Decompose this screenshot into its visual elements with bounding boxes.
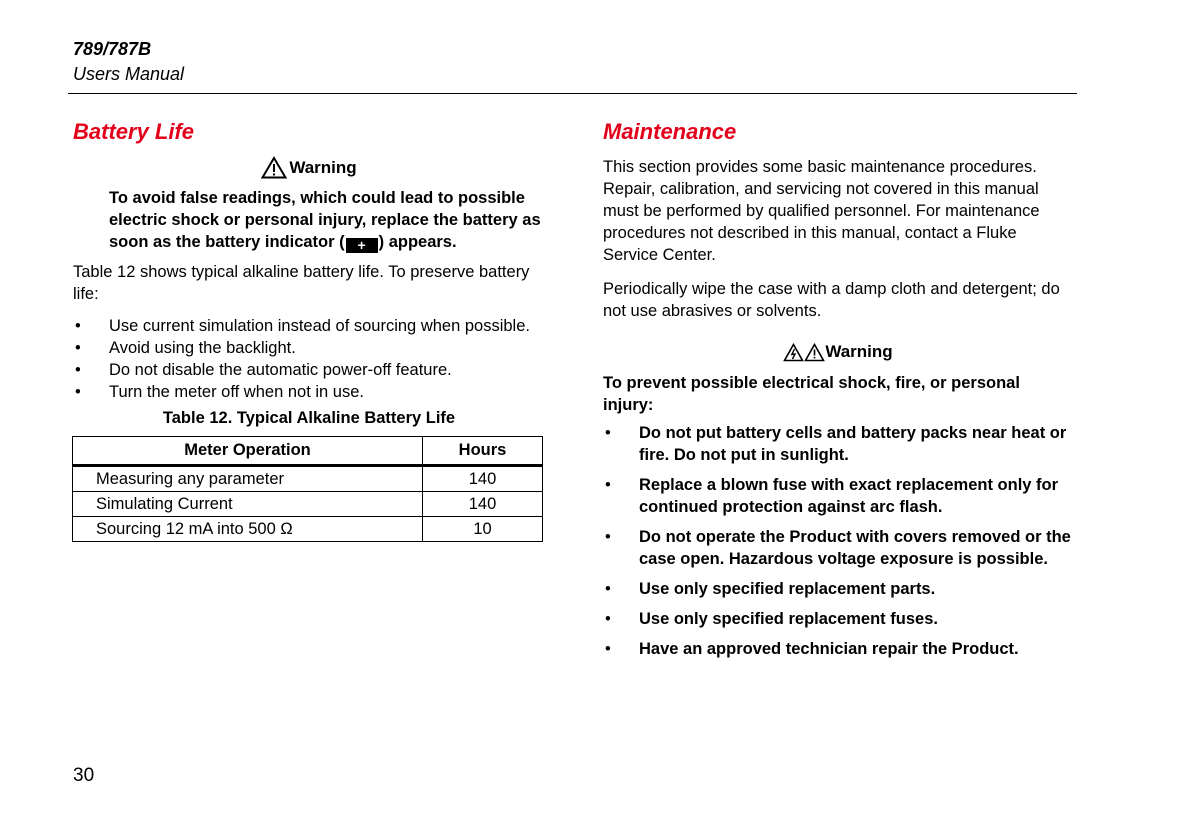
warning-triangle-icon: [804, 343, 825, 362]
battery-tips-list: [73, 317, 545, 401]
battery-warning-text: [109, 187, 545, 253]
bullet-icon: •: [605, 580, 611, 598]
warning-triangle-icon: [261, 156, 287, 179]
battery-life-heading: Battery Life: [73, 119, 195, 144]
list-item: • Turn the meter off when not in use.: [75, 383, 364, 401]
shock-hazard-icon: [783, 343, 804, 362]
battery-warning-text-start: To avoid false readings, which could lead to possible electric shock or personal injury, replace the battery as soon as the battery indicator (: [109, 189, 541, 251]
bullet-icon: •: [75, 339, 81, 357]
list-item: • Use current simulation instead of sourcing when possible.: [75, 317, 530, 335]
column-header-hours: Hours: [423, 437, 543, 466]
battery-indicator-icon: +: [346, 238, 378, 253]
list-item: • Avoid using the backlight.: [75, 339, 296, 357]
list-item: • Do not operate the Product with covers removed or the case open. Hazardous voltage exposure is possible.: [605, 528, 1071, 568]
list-item: • Do not put battery cells and battery packs near heat or fire. Do not put in sunlight.: [605, 424, 1067, 464]
bullet-icon: •: [605, 476, 611, 494]
operation-cell: Measuring any parameter: [73, 466, 423, 492]
battery-intro: Table 12 shows typical alkaline battery life. To preserve battery life:: [73, 263, 530, 303]
battery-life-section: [73, 118, 545, 542]
list-item: • Use only specified replacement fuses.: [605, 610, 938, 628]
header-divider: [68, 93, 1077, 94]
bullet-icon: •: [605, 528, 611, 546]
bullet-icon: •: [75, 383, 81, 401]
table-caption: Table 12. Typical Alkaline Battery Life: [162, 409, 456, 427]
hours-cell: 10: [423, 517, 543, 542]
manual-subtitle: Users Manual: [73, 64, 185, 84]
bullet-icon: •: [75, 317, 81, 335]
battery-life-table: [72, 436, 543, 542]
table-header-row: [73, 437, 543, 466]
hours-cell: 140: [423, 466, 543, 492]
maintenance-warning-heading: [603, 342, 1073, 362]
maintenance-warning-intro: To prevent possible electrical shock, fire, or personal injury:: [603, 374, 1020, 414]
bullet-icon: •: [605, 424, 611, 442]
bullet-icon: •: [605, 610, 611, 628]
battery-warning-label: Warning: [289, 157, 357, 177]
operation-cell: Simulating Current: [73, 492, 423, 517]
maintenance-warnings-list: [603, 422, 1073, 660]
maintenance-heading: Maintenance: [603, 119, 737, 144]
list-item: • Do not disable the automatic power-off feature.: [75, 361, 452, 379]
list-item: • Have an approved technician repair the Product.: [605, 640, 1019, 658]
maintenance-warning-label: Warning: [825, 342, 893, 361]
maintenance-section: [603, 118, 1073, 668]
page-number: 30: [73, 765, 95, 786]
battery-warning-heading: [73, 156, 545, 179]
list-item: • Use only specified replacement parts.: [605, 580, 936, 598]
table-row: [73, 466, 543, 492]
maintenance-paragraph-1: This section provides some basic maintenance procedures. Repair, calibration, and servicing not covered in this manual must be performed by qualified personnel. For maintenance procedures not described in this manual, contact a Fluke Service Center.: [603, 158, 1040, 264]
list-item: • Replace a blown fuse with exact replacement only for continued protection against arc flash.: [605, 476, 1059, 516]
manual-model: 789/787B: [73, 39, 152, 59]
battery-warning-text-end: ) appears.: [378, 233, 457, 251]
bullet-icon: •: [75, 361, 81, 379]
operation-cell: Sourcing 12 mA into 500 Ω: [73, 517, 423, 542]
table-row: [73, 492, 543, 517]
column-header-operation: Meter Operation: [73, 437, 423, 466]
maintenance-paragraph-2: Periodically wipe the case with a damp cloth and detergent; do not use abrasives or solvents.: [603, 280, 1060, 320]
hours-cell: 140: [423, 492, 543, 517]
bullet-icon: •: [605, 640, 611, 658]
table-row: [73, 517, 543, 542]
